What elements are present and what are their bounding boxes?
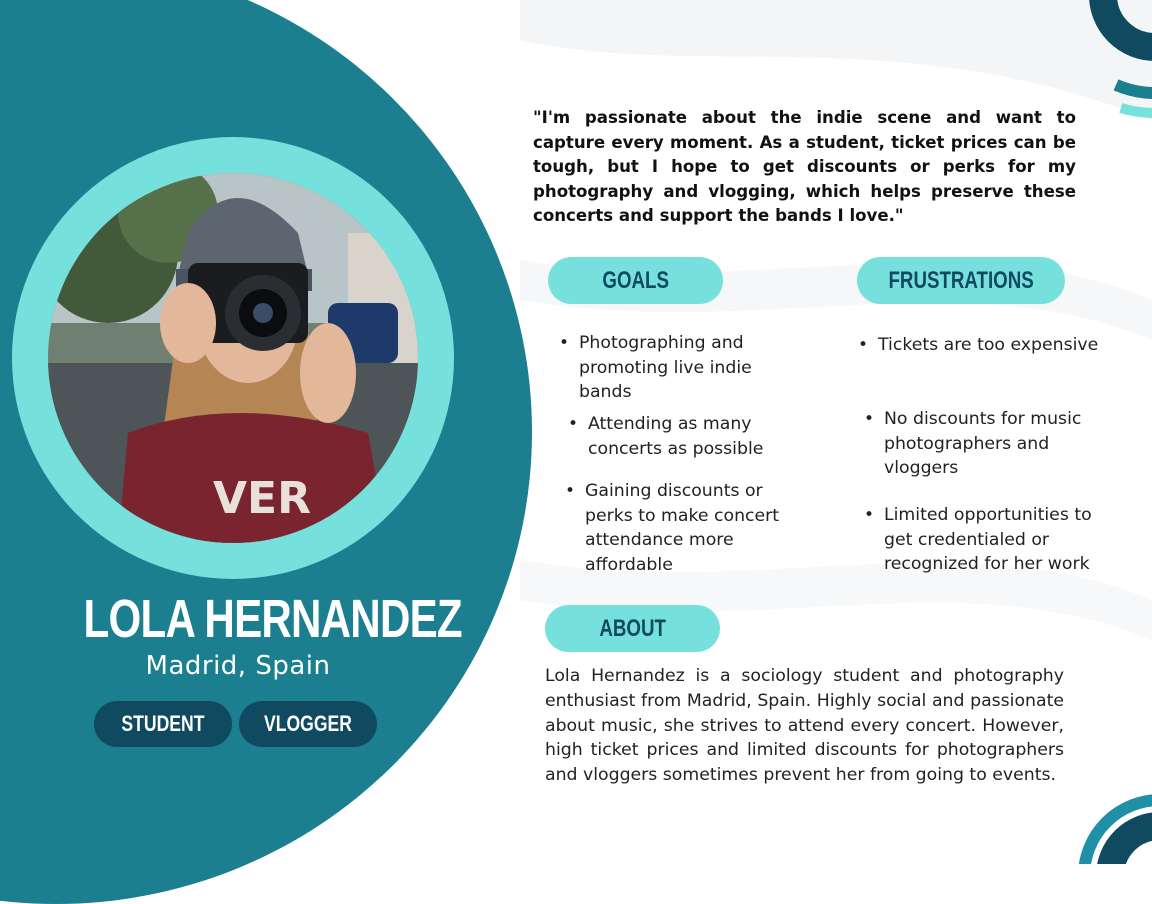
- goal-item: • Gaining discounts or perks to make concert attendance more affordable: [585, 479, 810, 577]
- frustrations-label: FRUSTRATIONS: [888, 266, 1034, 294]
- profile-photo: [48, 173, 418, 543]
- persona-quote: "I'm passionate about the indie scene and want to capture every moment. As a student, ticket prices can be tough, but I hope to get discounts or perks for my photography and vlogging, which helps preserve these concerts and support the bands I love.": [533, 108, 1076, 226]
- goals-header: [548, 257, 723, 304]
- about-text: Lola Hernandez is a sociology student and photography enthusiast from Madrid, Spain. Highly social and passionate about music, she strives to attend every concert. However, high ticket prices and limited discounts for photographers and vloggers sometimes prevent her from going to events.: [545, 666, 1064, 786]
- persona-location: Madrid, Spain: [145, 651, 331, 681]
- tag-vlogger: [239, 701, 377, 747]
- goals-label: GOALS: [602, 266, 669, 294]
- woman-with-camera-photo: [48, 173, 418, 543]
- about-header: [545, 605, 720, 652]
- frustration-item: • Tickets are too expensive: [878, 333, 1128, 358]
- persona-name: LOLA HERNANDEZ: [83, 589, 462, 649]
- frustrations-header: [857, 257, 1065, 304]
- tag-vlogger-label: VLOGGER: [263, 711, 352, 736]
- tag-student: [94, 701, 232, 747]
- frustration-item: • Limited opportunities to get credentialed or recognized for her work: [884, 503, 1124, 577]
- tag-student-label: STUDENT: [121, 711, 205, 736]
- frustration-item: • No discounts for music photographers and vloggers: [884, 407, 1114, 481]
- about-label: ABOUT: [599, 614, 666, 642]
- goal-item: • Photographing and promoting live indie bands: [579, 331, 789, 405]
- goal-item: • Attending as many concerts as possible: [588, 412, 798, 461]
- svg-text:VER: VER: [213, 473, 311, 524]
